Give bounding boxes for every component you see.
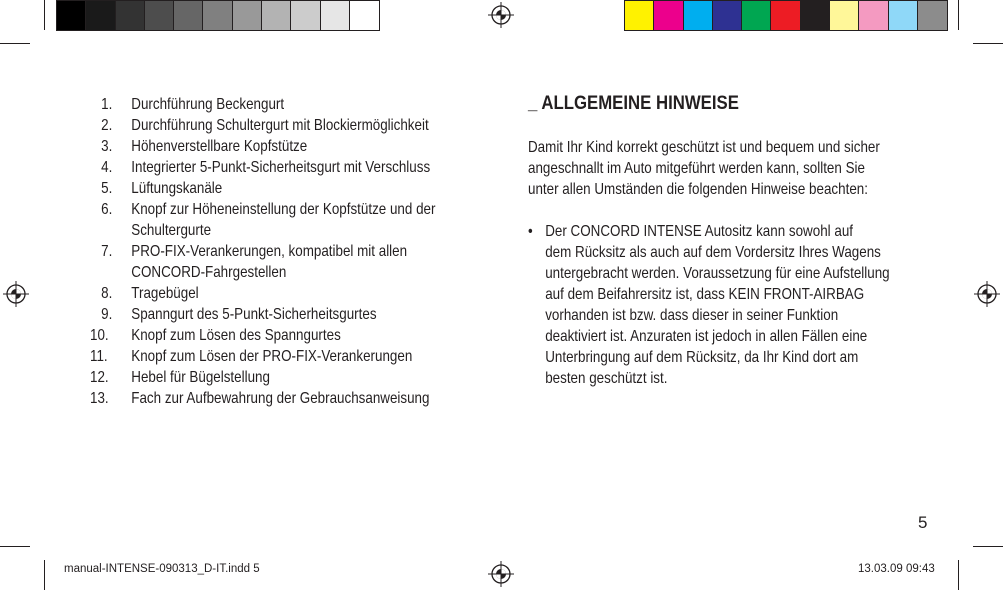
list-text (131, 388, 429, 409)
bullet-item (528, 221, 941, 389)
bullet-line: auf dem Beifahrersitz ist, dass KEIN FRONT-AIRBAG (545, 286, 865, 303)
color-swatch (625, 1, 654, 30)
list-text-line: Durchführung Schultergurt mit Blockiermöglichkeit (131, 117, 429, 134)
gray-swatch (57, 1, 86, 30)
list-text (131, 367, 425, 388)
color-swatch (742, 1, 771, 30)
registration-target-icon (3, 281, 29, 307)
list-item (90, 199, 436, 241)
list-text (131, 136, 425, 157)
list-text (131, 157, 430, 178)
page-number: 5 (918, 513, 928, 532)
color-swatch (830, 1, 859, 30)
registration-target-icon (974, 281, 1000, 307)
intro-line: angeschnallt im Auto mitgeführt werden kann, sollten Sie (528, 160, 865, 177)
list-item (90, 157, 431, 178)
registration-target-icon (488, 2, 514, 28)
intro-paragraph (528, 137, 932, 200)
list-item (90, 241, 425, 283)
list-number: 4. (101, 159, 113, 176)
list-item (90, 94, 425, 115)
gray-calibration-bar (56, 0, 380, 31)
color-swatch (889, 1, 918, 30)
list-number: 6. (101, 201, 113, 218)
list-number: 7. (101, 243, 113, 260)
list-number: 12. (90, 369, 109, 386)
bullet-text (545, 221, 889, 389)
color-swatch (713, 1, 742, 30)
list-text (131, 241, 425, 283)
list-text (131, 304, 425, 325)
feature-list (90, 94, 436, 409)
color-swatch (654, 1, 683, 30)
crop-mark (44, 0, 45, 30)
list-item (90, 136, 425, 157)
gray-swatch (233, 1, 262, 30)
list-item (90, 115, 429, 136)
list-item (90, 178, 425, 199)
gray-swatch (145, 1, 174, 30)
list-text-line: Tragebügel (131, 285, 199, 302)
list-text-line: CONCORD-Fahrgestellen (131, 264, 287, 281)
gray-swatch (291, 1, 320, 30)
gray-swatch (86, 1, 115, 30)
list-number: 11. (90, 348, 108, 365)
intro-line: Damit Ihr Kind korrekt geschützt ist und bequem und sicher (528, 139, 880, 156)
gray-swatch (321, 1, 350, 30)
color-swatch (801, 1, 830, 30)
crop-mark (44, 560, 45, 590)
list-number: 3. (101, 138, 113, 155)
bullet-line: deaktiviert ist. Anzuraten ist jedoch in allen Fällen eine (545, 328, 868, 345)
gray-swatch (203, 1, 232, 30)
bullet-line: Der CONCORD INTENSE Autositz kann sowohl auf (545, 223, 854, 240)
list-number: 2. (101, 117, 113, 134)
gray-swatch (350, 1, 379, 30)
bullet-symbol: • (528, 223, 533, 240)
slug-date: 13.03.09 09:43 (858, 563, 935, 575)
color-swatch (918, 1, 947, 30)
list-text-line: Integrierter 5-Punkt-Sicherheitsgurt mit Verschluss (131, 159, 431, 176)
list-number: 8. (101, 285, 113, 302)
intro-line: unter allen Umständen die folgenden Hinweise beachten: (528, 181, 868, 198)
list-number: 10. (90, 327, 109, 344)
list-number: 13. (90, 390, 109, 407)
crop-mark (973, 546, 1003, 547)
bullet-line: untergebracht werden. Voraussetzung für eine Aufstellung (545, 265, 890, 282)
section-heading: _ ALLGEMEINE HINWEISE (528, 92, 739, 114)
list-item (90, 388, 430, 409)
list-text (131, 325, 425, 346)
color-swatch (771, 1, 800, 30)
list-text-line: Hebel für Bügelstellung (131, 369, 270, 386)
color-calibration-bar (624, 0, 948, 31)
list-item (90, 283, 425, 304)
list-number: 1. (101, 96, 113, 113)
list-number: 5. (101, 180, 113, 197)
list-text-line: Schultergurte (131, 222, 212, 239)
list-text-line: Lüftungskanäle (131, 180, 223, 197)
list-item (90, 304, 425, 325)
list-text-line: Fach zur Aufbewahrung der Gebrauchsanweisung (131, 390, 430, 407)
color-swatch (684, 1, 713, 30)
bullet-line: dem Rücksitz als auch auf dem Vordersitz Ihres Wagens (545, 244, 881, 261)
list-item (90, 325, 425, 346)
list-text-line: Knopf zum Lösen des Spanngurtes (131, 327, 341, 344)
bullet-line: Unterbringung auf dem Rücksitz, da Ihr Kind dort am (545, 349, 859, 366)
list-item (90, 346, 425, 367)
crop-mark (958, 560, 959, 590)
list-text-line: Höhenverstellbare Kopfstütze (131, 138, 308, 155)
bullet-line: vorhanden ist bzw. dass dieser in seiner Funktion (545, 307, 839, 324)
color-swatch (859, 1, 888, 30)
list-text-line: PRO-FIX-Verankerungen, kompatibel mit allen (131, 243, 408, 260)
bullet-line: besten geschützt ist. (545, 370, 668, 387)
list-text-line: Knopf zum Lösen der PRO-FIX-Verankerungen (131, 348, 413, 365)
list-text-line: Spanngurt des 5-Punkt-Sicherheitsgurtes (131, 306, 377, 323)
gray-swatch (174, 1, 203, 30)
registration-target-icon (488, 561, 514, 587)
list-text (131, 178, 425, 199)
crop-mark (0, 43, 30, 44)
list-text (131, 115, 428, 136)
list-item (90, 367, 425, 388)
list-text (131, 199, 435, 241)
gray-swatch (262, 1, 291, 30)
list-text (131, 346, 425, 367)
list-text-line: Knopf zur Höheneinstellung der Kopfstütze und der (131, 201, 436, 218)
list-number: 9. (101, 306, 113, 323)
crop-mark (973, 43, 1003, 44)
gray-swatch (116, 1, 145, 30)
crop-mark (0, 546, 30, 547)
list-text (131, 94, 425, 115)
list-text (131, 283, 425, 304)
list-text-line: Durchführung Beckengurt (131, 96, 285, 113)
slug-file-name: manual-INTENSE-090313_D-IT.indd 5 (64, 563, 260, 575)
crop-mark (958, 0, 959, 30)
